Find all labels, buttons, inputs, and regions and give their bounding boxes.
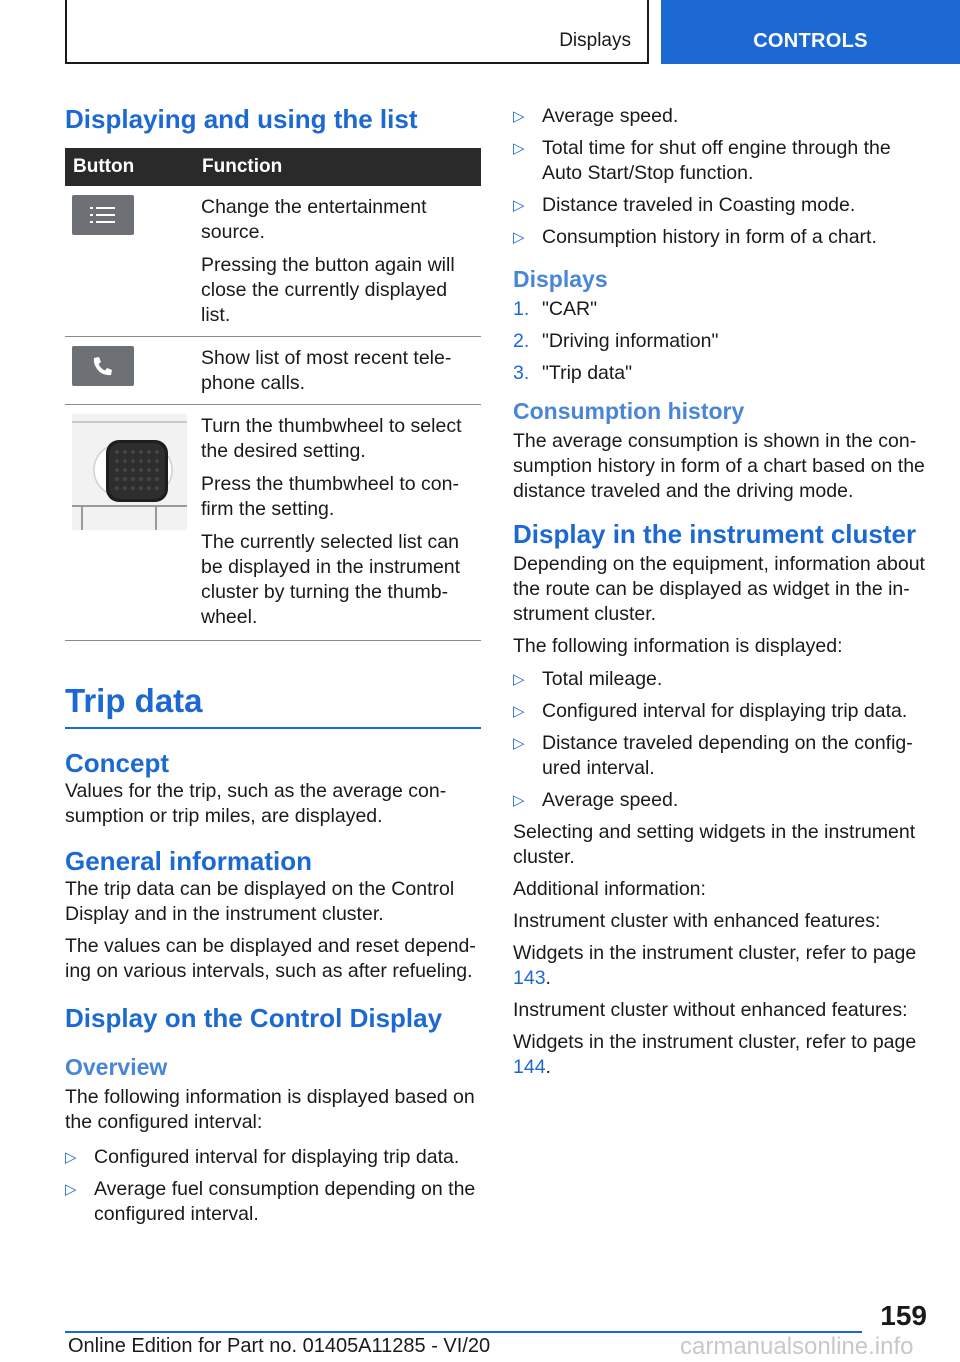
selecting-widgets-text: Selecting and setting widgets in the instrument cluster. <box>513 821 916 868</box>
additional-info-text: Additional information: <box>513 878 706 900</box>
general-info-text: The trip data can be displayed on the Control Display and in the instrument cluster. <box>65 878 455 925</box>
table-row <box>65 337 481 405</box>
list-item: ▷ Total time for shut off engine through the Auto Start/Stop function. <box>513 137 891 184</box>
table-cell-function <box>194 337 481 405</box>
triangle-bullet-icon: ▷ <box>513 229 525 246</box>
list-item: ▷ Consumption history in form of a chart. <box>513 226 877 248</box>
cluster-info-list <box>513 667 925 813</box>
overview-list-continued <box>513 104 925 250</box>
instrument-cluster-title: Display in the instrument cluster <box>513 519 917 549</box>
list-item: ▷ Configured interval for displaying trip data. <box>65 1146 460 1168</box>
right-column <box>513 104 925 1087</box>
list-item: ▷ Distance traveled in Coasting mode. <box>513 194 856 216</box>
list-item: ▷ Total mileage. <box>513 668 663 690</box>
thumbwheel-icon <box>72 414 187 530</box>
function-text: Show list of most recent tele‐phone calls. <box>201 347 452 394</box>
header-section-title: Displays <box>559 30 631 51</box>
table-header-button: Button <box>65 148 194 186</box>
instrument-cluster-text: Depending on the equipment, information about the route can be displayed as widget in the in‐strument cluster. <box>513 553 925 625</box>
list-item: ▷ Average fuel consumption depending on the configured interval. <box>65 1178 476 1225</box>
triangle-bullet-icon: ▷ <box>513 792 525 809</box>
list-item: 2. "Driving information" <box>513 330 719 352</box>
table-row <box>65 186 481 337</box>
general-info-title: General information <box>65 846 313 876</box>
table-header-row <box>65 148 481 186</box>
displays-title: Displays <box>513 266 608 292</box>
concept-text: Values for the trip, such as the average con‐sumption or trip miles, are displayed. <box>65 780 447 827</box>
function-text: Pressing the button again will close the currently displayed list. <box>201 254 455 326</box>
list-section-title: Displaying and using the list <box>65 104 418 134</box>
button-function-table <box>65 148 481 641</box>
table-cell-function <box>194 405 481 641</box>
list-menu-icon <box>72 195 134 235</box>
displays-list <box>513 297 925 386</box>
triangle-bullet-icon: ▷ <box>513 108 525 125</box>
list-item: ▷ Average speed. <box>513 105 679 127</box>
triangle-bullet-icon: ▷ <box>65 1149 77 1166</box>
triangle-bullet-icon: ▷ <box>513 735 525 752</box>
enhanced-features-text: Instrument cluster with enhanced features: <box>513 910 881 932</box>
control-display-title: Display on the Control Display <box>65 1003 443 1033</box>
phone-icon <box>72 346 134 386</box>
function-text: Change the entertainment source. <box>201 196 427 243</box>
triangle-bullet-icon: ▷ <box>513 671 525 688</box>
header-chapter-title: CONTROLS <box>753 30 868 52</box>
table-cell-function <box>194 186 481 337</box>
overview-title: Overview <box>65 1054 168 1080</box>
overview-list <box>65 1145 481 1227</box>
table-cell-button <box>65 186 194 337</box>
header-chapter-tab <box>661 0 960 64</box>
table-header-function: Function <box>194 148 481 186</box>
widgets-reference-text: Widgets in the instrument cluster, refer to page 143. <box>513 942 917 989</box>
function-text: Turn the thumbwheel to select the desired setting. <box>201 415 462 462</box>
table-cell-button <box>65 337 194 405</box>
triangle-bullet-icon: ▷ <box>513 197 525 214</box>
general-info-text: The values can be displayed and reset depend‐ing on various intervals, such as after refueling. <box>65 935 476 982</box>
page-144-link[interactable]: 144 <box>513 1056 546 1078</box>
concept-title: Concept <box>65 748 169 778</box>
function-text: Press the thumbwheel to con‐firm the setting. <box>201 473 459 520</box>
header-section-box <box>65 0 649 64</box>
triangle-bullet-icon: ▷ <box>65 1181 77 1198</box>
watermark: carmanualsonline.info <box>680 1333 914 1360</box>
widgets-reference-text: Widgets in the instrument cluster, refer to page 144. <box>513 1031 917 1078</box>
overview-text: The following information is displayed based on the configured interval: <box>65 1086 475 1133</box>
trip-data-title: Trip data <box>65 681 481 729</box>
triangle-bullet-icon: ▷ <box>513 703 525 720</box>
footer-edition: Online Edition for Part no. 01405A11285 - VI/20 <box>68 1335 491 1357</box>
list-item: ▷ Configured interval for displaying trip data. <box>513 700 908 722</box>
page-number: 159 <box>880 1300 927 1331</box>
left-column <box>65 102 481 1234</box>
list-item: 1. "CAR" <box>513 298 598 320</box>
list-item: ▷ Average speed. <box>513 789 679 811</box>
list-item: 3. "Trip data" <box>513 362 633 384</box>
table-cell-button <box>65 405 194 641</box>
following-info-text: The following information is displayed: <box>513 635 843 657</box>
triangle-bullet-icon: ▷ <box>513 140 525 157</box>
consumption-history-text: The average consumption is shown in the con‐sumption history in form of a chart based on the distance traveled and the driving mode. <box>513 430 925 502</box>
function-text: The currently selected list can be displayed in the instrument cluster by turning the thumb‐wheel. <box>201 531 461 628</box>
consumption-history-title: Consumption history <box>513 398 745 424</box>
page-143-link[interactable]: 143 <box>513 967 546 989</box>
table-row <box>65 405 481 641</box>
without-features-text: Instrument cluster without enhanced features: <box>513 999 908 1021</box>
list-item: ▷ Distance traveled depending on the config‐ured interval. <box>513 732 913 779</box>
